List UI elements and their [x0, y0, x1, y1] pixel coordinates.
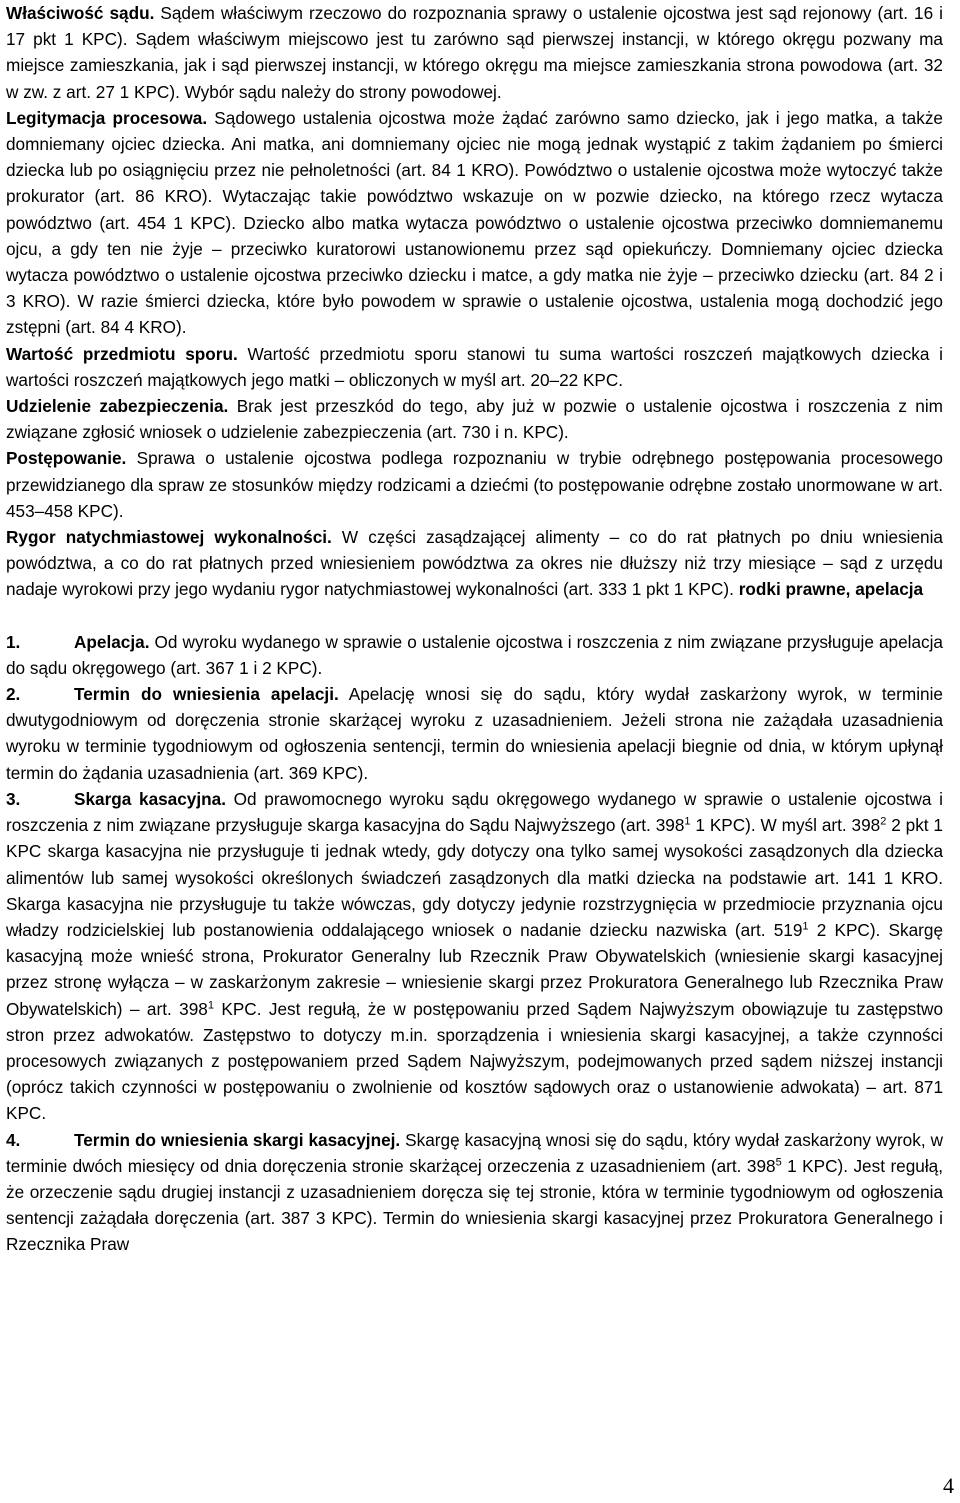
document-page: [6, 0, 943, 1258]
item-text: 2 KPC). Skargę kasacyjną może wnieść strona, Prokurator Generalny lub Rzecznik Praw Obywatelskich (wniesienie skargi kasacyjnej przez stronę wyłącza – w zaskarżonym zakresie – wniesienie skargi przez Prokuratora Generalnego lub Rzecznika Praw Obywatelskich) – art. 398: [6, 919, 943, 1019]
paragraph-wlasciwosc: [6, 0, 943, 105]
paragraph-zabezpieczenie: [6, 393, 943, 445]
superscript: 1: [207, 998, 214, 1011]
paragraph-heading: Legitymacja procesowa.: [6, 107, 208, 128]
item-heading: Termin do wniesienia apelacji.: [74, 684, 339, 705]
item-text: 1 KPC). W myśl art. 398: [690, 815, 881, 836]
paragraph-text: Wartość przedmiotu sporu stanowi tu suma wartości roszczeń majątkowych dziecka i wartości roszczeń majątkowych jego matki – obliczonych w myśl art. 20–22 KPC.: [6, 343, 944, 390]
paragraph-heading: Rygor natychmiastowej wykonalności.: [6, 527, 332, 548]
paragraph-heading: Udzielenie zabezpieczenia.: [6, 396, 229, 417]
item-text: Od prawomocnego wyroku sądu okręgowego wydanego w sprawie o ustalenie ojcostwa i roszczenia z nim związane przysługuje skarga kasacyjna do Sądu Najwyższego (art. 398: [6, 788, 943, 836]
item-termin-skargi: [6, 1127, 943, 1258]
paragraph-postepowanie: [6, 445, 943, 524]
item-number: 2.: [6, 684, 21, 705]
paragraph-text: Sądem właściwym rzeczowo do rozpoznania sprawy o ustalenie ojcostwa jest sąd rejonowy (art. 16 i 17 pkt 1 KPC). Sądem właściwym miejscowo jest tu zarówno sąd pierwszej instancji, w którego okręgu pozwany ma miejsce zamieszkania, jak i sąd pierwszej instancji, w którego okręgu ma miejsce zamieszkania strona powodowa (art. 32 w zw. z art. 27 1 KPC). Wybór sądu należy do strony powodowej.: [6, 3, 943, 102]
section-heading-srodki: rodki prawne, apelacja: [738, 579, 924, 600]
paragraph-text: Sądowego ustalenia ojcostwa może żądać zarówno samo dziecko, jak i jego matka, a także domniemany ojciec dziecka. Ani matka, ani domniemany ojciec nie mogą jednak wystąpić z takim żądaniem po śmierci dziecka lub po osiągnięciu przez nie pełnoletności (art. 84 1 KRO). Powództwo o ustalenie ojcostwa może wytoczyć także prokurator (art. 86 KRO). Wytaczając takie powództwo wskazuje on w pozwie dziecko, na którego rzecz wytacza powództwo (art. 454 1 KPC). Dziecko albo matka wytacza powództwo o ustalenie ojcostwa przeciwko domniemanemu ojcu, a gdy ten nie żyje – przeciwko kuratorowi ustanowionemu przez sąd opiekuńczy. Domniemany ojciec dziecka wytacza powództwo o ustalenie ojcostwa przeciwko dziecku i matce, a gdy matka nie żyje – przeciwko dziecku (art. 84 2 i 3 KRO). W razie śmierci dziecka, które było powodem w sprawie o ustalenie ojcostwa, ustalenia mogą dochodzić jego zstępni (art. 84 4 KRO).: [6, 107, 943, 338]
item-termin-apelacji: [6, 681, 943, 786]
item-heading: Termin do wniesienia skargi kasacyjnej.: [74, 1129, 401, 1150]
paragraph-text: Sprawa o ustalenie ojcostwa podlega rozpoznaniu w trybie odrębnego postępowania procesowego przewidzianego dla spraw ze stosunków między rodzicami a dziećmi (to postępowanie odrębne zostało unormowane w art. 453–458 KPC).: [6, 448, 943, 521]
paragraph-heading: Postępowanie.: [6, 448, 127, 469]
item-text: 2 pkt 1 KPC skarga kasacyjna nie przysługuje ti jednak wtedy, gdy dotyczy ona tylko samej wysokości zasądzonych dla dziecka alimentów lub samej wysokości określonych świadczeń zasądzonych dla matki dziecka na podstawie art. 141 1 KRO. Skarga kasacyjna nie przysługuje tu także wówczas, gdy dotyczy jedynie rozstrzygnięcia w przedmiocie przyznania ojcu władzy rodzicielskiej lub postanowienia oddalającego wniosek o nadanie dziecku nazwiska (art. 519: [6, 815, 943, 940]
item-text: Od wyroku wydanego w sprawie o ustalenie ojcostwa i roszczenia z nim związane przysługuje apelacja do sądu okręgowego (art. 367 1 i 2 KPC).: [6, 631, 943, 678]
paragraph-rygor: [6, 524, 943, 603]
item-number: 3.: [6, 788, 21, 809]
superscript: 5: [775, 1156, 782, 1168]
page-number: 4: [943, 1473, 954, 1498]
superscript: 1: [802, 920, 809, 933]
item-apelacja: [6, 629, 943, 681]
item-skarga: [6, 786, 943, 1127]
paragraph-text: Brak jest przeszkód do tego, aby już w pozwie o ustalenie ojcostwa i roszczenia z nim związane zgłosić wniosek o udzielenie zabezpieczenia (art. 730 i n. KPC).: [6, 396, 943, 443]
paragraph-text: W części zasądzającej alimenty – co do rat płatnych po dniu wniesienia powództwa, a co do rat płatnych przed wniesieniem powództwa za okres nie dłuższy niż trzy miesiące – sąd z urzędu nadaje wyrokowi przy jego wydaniu rygor natychmiastowej wykonalności (art. 333 1 pkt 1 KPC).: [6, 527, 943, 600]
paragraph-heading: Wartość przedmiotu sporu.: [6, 343, 238, 364]
paragraph-wartosc: [6, 341, 943, 393]
superscript: 1: [684, 815, 691, 828]
item-text: KPC. Jest regułą, że w postępowaniu przed Sądem Najwyższym obowiązuje tu zastępstwo stron przez adwokatów. Zastępstwo to dotyczy m.in. sporządzenia i wniesienia skargi kasacyjnej, a także czynności procesowych związanych z postępowaniem przed Sądem Najwyższym, podejmowanych przed sądem niższej instancji (oprócz takich czynności w postępowaniu o zwolnienie od kosztów sądowych oraz o ustanowienie adwokata) – art. 871 KPC.: [6, 998, 943, 1124]
item-number: 1.: [6, 631, 21, 652]
item-text: Skargę kasacyjną wnosi się do sądu, który wydał zaskarżony wyrok, w terminie dwóch miesięcy od dnia doręczenia stronie skarżącej orzeczenia z uzasadnieniem (art. 398: [6, 1129, 943, 1176]
item-number: 4.: [6, 1129, 21, 1150]
superscript: 2: [880, 815, 887, 828]
item-text: Apelację wnosi się do sądu, który wydał zaskarżony wyrok, w terminie dwutygodniowym od doręczenia stronie skarżącej wyroku z uzasadnieniem. Jeżeli strona nie zażądała uzasadnienia wyroku w terminie tygodniowym od ogłoszenia sentencji, termin do wniesienia apelacji biegnie od dnia, w którym upłynął termin do żądania uzasadnienia (art. 369 KPC).: [6, 684, 943, 783]
item-heading: Skarga kasacyjna.: [74, 788, 226, 809]
paragraph-legitymacja: [6, 105, 943, 341]
item-heading: Apelacja.: [74, 631, 150, 652]
item-text: 1 KPC). Jest regułą, że orzeczenie sądu drugiej instancji z uzasadnieniem doręcza się tej stronie, która w terminie tygodniowym od ogłoszenia sentencji zażądała doręczenia (art. 387 3 KPC). Termin do wniesienia skargi kasacyjnej przez Prokuratora Generalnego i Rzecznika Praw: [6, 1155, 943, 1255]
paragraph-heading: Właściwość sądu.: [6, 3, 155, 23]
blank-line: [6, 603, 943, 629]
